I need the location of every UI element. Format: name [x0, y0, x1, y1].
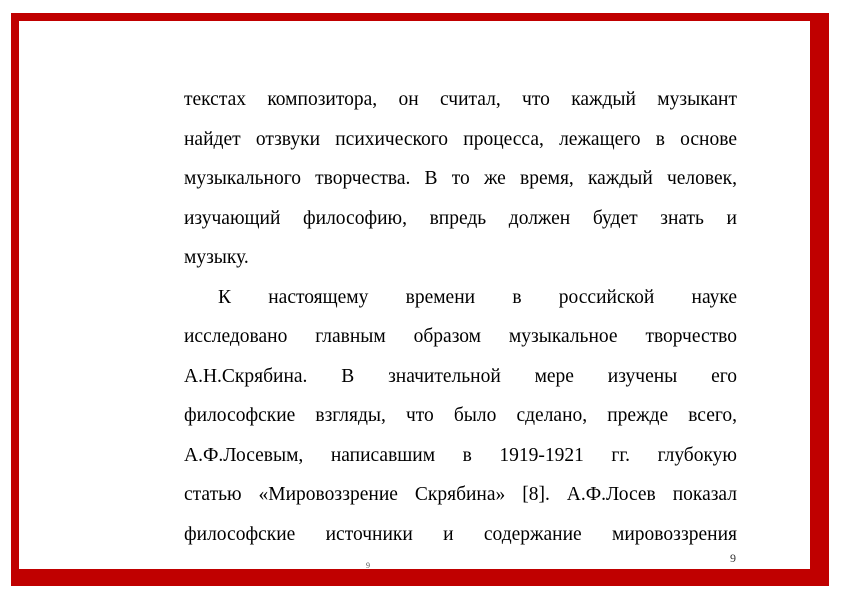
body-text	[184, 80, 737, 554]
text-line: К настоящему времени в российской науке	[218, 286, 737, 308]
text-line: найдет отзвуки психического процесса, лежащего в основе	[184, 128, 737, 150]
text-line: философские взгляды, что было сделано, прежде всего,	[184, 405, 737, 426]
text-line: философские источники и содержание мировоззрения	[184, 523, 737, 545]
text-line: изучающий философию, впредь должен будет знать и	[184, 207, 737, 229]
frame-shadow-bottom	[11, 577, 829, 586]
frame-shadow-right	[818, 13, 829, 586]
page-number-small: 9	[366, 561, 370, 570]
text-line: А.Н.Скрябина. В значительной мере изучены его	[184, 365, 737, 387]
text-line: статью «Мировоззрение Скрябина» [8]. А.Ф.Лосев показал	[184, 484, 737, 505]
text-line: музыкального творчества. В то же время, каждый человек,	[184, 168, 737, 189]
text-line: музыку.	[184, 247, 249, 268]
text-line: исследовано главным образом музыкальное творчество	[184, 326, 737, 347]
text-line: текстах композитора, он считал, что каждый музыкант	[184, 89, 737, 110]
text-line: А.Ф.Лосевым, написавшим в 1919-1921 гг. глубокую	[184, 444, 737, 466]
page-number: 9	[730, 551, 736, 565]
